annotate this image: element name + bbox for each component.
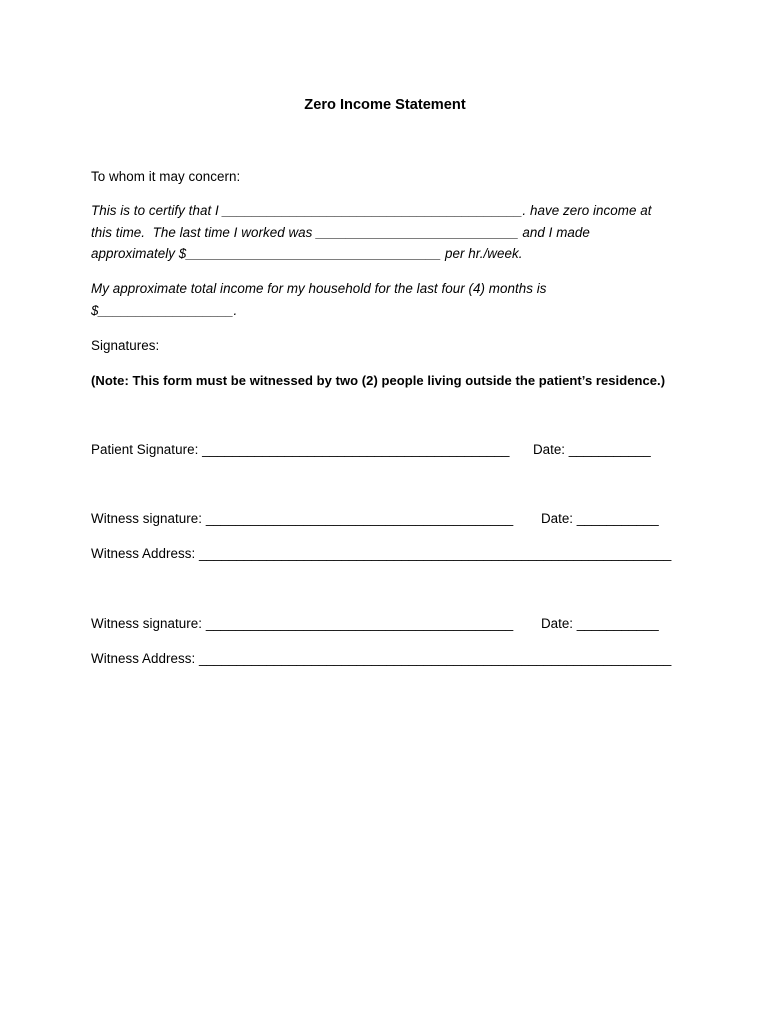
witness-2-date-field[interactable]: Date: ___________ [541, 616, 659, 631]
witness-2-signature-field[interactable]: Witness signature: _________________________________________ [91, 616, 514, 631]
witness-2-address-field[interactable]: Witness Address: _______________________________________________________________ [91, 651, 672, 666]
document-title: Zero Income Statement [304, 97, 466, 113]
signatures-label: Signatures: [91, 338, 160, 353]
patient-signature-field[interactable]: Patient Signature: _________________________________________ [91, 442, 510, 457]
household-income-line-2: $__________________. [91, 303, 238, 318]
witness-note: (Note: This form must be witnessed by two (2) people living outside the patient’s residence.) [91, 373, 666, 388]
witness-1-signature-field[interactable]: Witness signature: _________________________________________ [91, 511, 514, 526]
certify-line-3: approximately $__________________________________ per hr./week. [91, 246, 523, 261]
patient-date-field[interactable]: Date: ___________ [533, 442, 651, 457]
witness-1-address-field[interactable]: Witness Address: _______________________________________________________________ [91, 546, 672, 561]
household-income-line-1: My approximate total income for my household for the last four (4) months is [91, 281, 547, 296]
witness-1-date-field[interactable]: Date: ___________ [541, 511, 659, 526]
salutation: To whom it may concern: [91, 169, 241, 184]
certify-line-2: this time. The last time I worked was ___________________________ and I made [91, 225, 590, 240]
certify-line-1: This is to certify that I ________________________________________. have zero income at [91, 203, 652, 218]
